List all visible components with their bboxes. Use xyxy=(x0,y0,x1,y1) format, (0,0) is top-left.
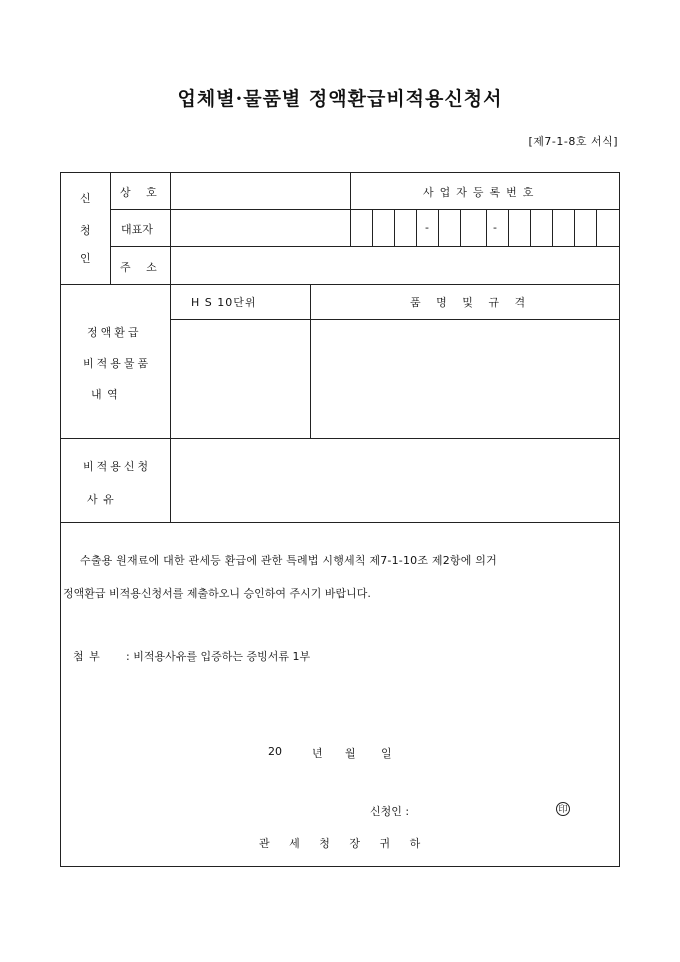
document-title: 업체별·물품별 정액환급비적용신청서 xyxy=(177,88,503,110)
row-divider xyxy=(60,284,620,285)
reg-cell-divider xyxy=(372,209,373,246)
date-year-prefix: 20 xyxy=(268,745,282,758)
applicant-signature-label: 신청인 : xyxy=(370,805,410,818)
col-divider xyxy=(310,284,311,438)
items-label-3: 내 역 xyxy=(91,388,119,401)
date-day: 일 xyxy=(381,747,392,760)
business-reg-label: 사업자등록번호 xyxy=(423,186,540,199)
hs-code-header: H S 10단위 xyxy=(191,296,257,309)
trade-name-label: 상 호 xyxy=(120,186,163,199)
col-divider xyxy=(170,172,171,522)
reg-cell-divider xyxy=(438,209,439,246)
statement-line-1: 수출용 원재료에 대한 관세등 환급에 관한 특례법 시행세칙 제7-1-10조 제2항에 의거 xyxy=(80,554,497,567)
address-label: 주 소 xyxy=(120,261,163,274)
reg-dash: - xyxy=(425,221,429,234)
reg-cell-divider xyxy=(460,209,461,246)
col-divider xyxy=(110,172,111,284)
reason-label-1: 비적용신청 xyxy=(83,460,152,473)
reg-cell-divider xyxy=(530,209,531,246)
attachment-text: : 비적용사유를 입증하는 증빙서류 1부 xyxy=(126,650,311,663)
date-year: 년 xyxy=(312,747,323,760)
item-name-header: 품 명 및 규 격 xyxy=(410,296,532,309)
reg-cell-divider xyxy=(552,209,553,246)
row-divider xyxy=(60,522,620,523)
items-label-1: 정액환급 xyxy=(87,326,142,339)
row-divider xyxy=(60,438,620,439)
form-number: [제7-1-8호 서식] xyxy=(528,135,618,148)
date-month: 월 xyxy=(345,747,356,760)
seal-icon: 印 xyxy=(556,802,570,816)
reg-cell-divider xyxy=(394,209,395,246)
applicant-label-2: 청 xyxy=(80,224,91,237)
statement-line-2: 정액환급 비적용신청서를 제출하오니 승인하여 주시기 바랍니다. xyxy=(63,587,371,600)
row-divider xyxy=(110,209,620,210)
reg-cell-divider xyxy=(574,209,575,246)
row-divider xyxy=(110,246,620,247)
reg-cell-divider xyxy=(596,209,597,246)
representative-label: 대표자 xyxy=(121,223,153,236)
reg-dash: - xyxy=(493,221,497,234)
reg-cell-divider xyxy=(486,209,487,246)
attachment-label: 첨 부 xyxy=(73,650,101,663)
reg-cell-divider xyxy=(416,209,417,246)
form-table xyxy=(60,172,620,867)
recipient: 관 세 청 장 귀 하 xyxy=(259,837,429,850)
col-divider xyxy=(350,172,351,246)
row-divider xyxy=(170,319,620,320)
applicant-label-1: 신 xyxy=(80,192,91,205)
applicant-label-3: 인 xyxy=(80,252,91,265)
reg-cell-divider xyxy=(508,209,509,246)
items-label-2: 비적용물품 xyxy=(83,357,152,370)
reason-label-2: 사 유 xyxy=(87,493,115,506)
